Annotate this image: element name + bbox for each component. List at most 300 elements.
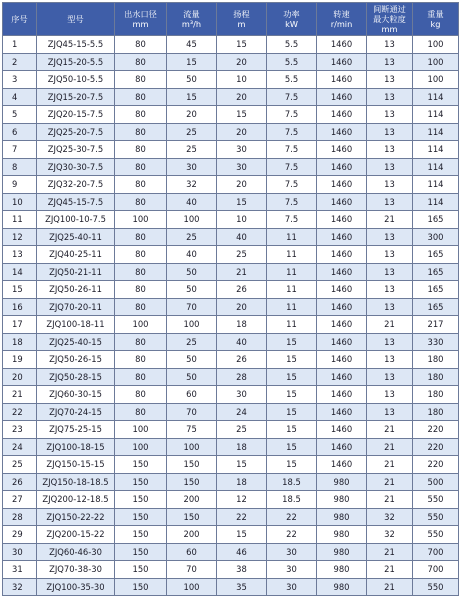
cell-power: 7.5 [267, 106, 317, 124]
cell-head: 40 [217, 228, 267, 246]
cell-model: ZJQ200-12-18.5 [37, 491, 115, 509]
cell-index: 25 [3, 456, 37, 474]
cell-max-particle: 13 [367, 71, 413, 89]
cell-weight: 114 [413, 158, 459, 176]
cell-head: 28 [217, 368, 267, 386]
table-row [3, 298, 459, 316]
cell-speed: 1460 [317, 176, 367, 194]
cell-flow: 20 [167, 106, 217, 124]
cell-model: ZJQ50-26-15 [37, 351, 115, 369]
cell-head: 25 [217, 421, 267, 439]
cell-index: 19 [3, 351, 37, 369]
cell-max-particle: 13 [367, 368, 413, 386]
cell-speed: 1460 [317, 351, 367, 369]
cell-outlet-diameter: 100 [115, 421, 167, 439]
cell-max-particle: 13 [367, 106, 413, 124]
header-line: mm [132, 19, 149, 29]
cell-flow: 50 [167, 263, 217, 281]
cell-weight: 180 [413, 368, 459, 386]
cell-outlet-diameter: 80 [115, 333, 167, 351]
cell-max-particle: 13 [367, 88, 413, 106]
cell-model: ZJQ25-30-7.5 [37, 141, 115, 159]
header-head [217, 3, 267, 36]
cell-speed: 1460 [317, 298, 367, 316]
cell-weight: 500 [413, 473, 459, 491]
table-row [3, 368, 459, 386]
cell-index: 28 [3, 508, 37, 526]
cell-outlet-diameter: 80 [115, 193, 167, 211]
table-header-row [3, 3, 459, 36]
cell-weight: 165 [413, 246, 459, 264]
cell-model: ZJQ32-20-7.5 [37, 176, 115, 194]
cell-power: 18.5 [267, 473, 317, 491]
header-line: 重量 [427, 9, 444, 19]
cell-outlet-diameter: 80 [115, 36, 167, 54]
table-row [3, 543, 459, 561]
cell-weight: 114 [413, 141, 459, 159]
cell-power: 15 [267, 403, 317, 421]
cell-index: 5 [3, 106, 37, 124]
cell-power: 15 [267, 438, 317, 456]
cell-outlet-diameter: 80 [115, 228, 167, 246]
cell-flow: 25 [167, 141, 217, 159]
cell-index: 20 [3, 368, 37, 386]
table-row [3, 491, 459, 509]
cell-head: 10 [217, 211, 267, 229]
header-line: 最大粒度 [373, 14, 406, 24]
cell-power: 5.5 [267, 71, 317, 89]
cell-speed: 1460 [317, 158, 367, 176]
cell-flow: 100 [167, 316, 217, 334]
cell-speed: 980 [317, 561, 367, 579]
cell-weight: 550 [413, 526, 459, 544]
cell-speed: 980 [317, 491, 367, 509]
cell-max-particle: 13 [367, 141, 413, 159]
cell-index: 11 [3, 211, 37, 229]
table-row [3, 193, 459, 211]
cell-power: 11 [267, 298, 317, 316]
header-line: m³/h [181, 19, 202, 29]
table-row [3, 386, 459, 404]
table-row [3, 106, 459, 124]
cell-power: 7.5 [267, 193, 317, 211]
cell-flow: 70 [167, 403, 217, 421]
cell-max-particle: 32 [367, 508, 413, 526]
cell-index: 26 [3, 473, 37, 491]
cell-power: 15 [267, 351, 317, 369]
header-line: kW [285, 19, 298, 29]
cell-outlet-diameter: 80 [115, 368, 167, 386]
cell-speed: 1460 [317, 368, 367, 386]
cell-flow: 40 [167, 193, 217, 211]
cell-max-particle: 21 [367, 456, 413, 474]
cell-weight: 114 [413, 123, 459, 141]
header-index [3, 3, 37, 36]
cell-power: 30 [267, 561, 317, 579]
cell-outlet-diameter: 150 [115, 491, 167, 509]
cell-weight: 114 [413, 176, 459, 194]
header-line: 流量 [183, 9, 200, 19]
cell-flow: 150 [167, 473, 217, 491]
cell-outlet-diameter: 80 [115, 123, 167, 141]
cell-head: 30 [217, 386, 267, 404]
cell-head: 20 [217, 53, 267, 71]
cell-flow: 32 [167, 176, 217, 194]
table-row [3, 53, 459, 71]
cell-head: 12 [217, 491, 267, 509]
cell-power: 11 [267, 228, 317, 246]
cell-speed: 980 [317, 508, 367, 526]
header-line: 间断通过 [373, 4, 406, 14]
cell-weight: 217 [413, 316, 459, 334]
cell-flow: 200 [167, 526, 217, 544]
cell-power: 15 [267, 421, 317, 439]
cell-outlet-diameter: 80 [115, 351, 167, 369]
cell-power: 22 [267, 526, 317, 544]
cell-model: ZJQ150-18-18.5 [37, 473, 115, 491]
cell-max-particle: 21 [367, 211, 413, 229]
cell-max-particle: 13 [367, 246, 413, 264]
table-row [3, 141, 459, 159]
cell-power: 7.5 [267, 158, 317, 176]
cell-weight: 550 [413, 491, 459, 509]
cell-index: 4 [3, 88, 37, 106]
cell-max-particle: 13 [367, 228, 413, 246]
cell-max-particle: 21 [367, 561, 413, 579]
header-weight [413, 3, 459, 36]
cell-weight: 100 [413, 53, 459, 71]
cell-max-particle: 32 [367, 526, 413, 544]
cell-speed: 1460 [317, 316, 367, 334]
cell-speed: 1460 [317, 246, 367, 264]
table-row [3, 71, 459, 89]
cell-head: 26 [217, 351, 267, 369]
cell-outlet-diameter: 150 [115, 578, 167, 596]
cell-model: ZJQ100-10-7.5 [37, 211, 115, 229]
cell-max-particle: 13 [367, 333, 413, 351]
cell-index: 23 [3, 421, 37, 439]
cell-flow: 50 [167, 351, 217, 369]
cell-speed: 1460 [317, 141, 367, 159]
cell-flow: 50 [167, 71, 217, 89]
cell-power: 5.5 [267, 36, 317, 54]
cell-max-particle: 21 [367, 421, 413, 439]
cell-model: ZJQ30-30-7.5 [37, 158, 115, 176]
table-row [3, 456, 459, 474]
cell-outlet-diameter: 80 [115, 53, 167, 71]
cell-head: 26 [217, 281, 267, 299]
cell-flow: 15 [167, 88, 217, 106]
header-model [37, 3, 115, 36]
cell-weight: 220 [413, 438, 459, 456]
cell-weight: 114 [413, 193, 459, 211]
cell-model: ZJQ15-20-7.5 [37, 88, 115, 106]
cell-weight: 180 [413, 403, 459, 421]
cell-outlet-diameter: 80 [115, 176, 167, 194]
cell-head: 18 [217, 438, 267, 456]
header-power [267, 3, 317, 36]
cell-weight: 550 [413, 578, 459, 596]
cell-max-particle: 21 [367, 578, 413, 596]
cell-index: 18 [3, 333, 37, 351]
cell-speed: 1460 [317, 438, 367, 456]
cell-speed: 1460 [317, 193, 367, 211]
cell-speed: 980 [317, 473, 367, 491]
header-line: 转速 [333, 9, 350, 19]
cell-weight: 330 [413, 333, 459, 351]
cell-model: ZJQ25-40-11 [37, 228, 115, 246]
cell-model: ZJQ100-18-15 [37, 438, 115, 456]
cell-index: 24 [3, 438, 37, 456]
cell-power: 11 [267, 281, 317, 299]
header-line: m [237, 19, 246, 29]
table-row [3, 281, 459, 299]
cell-model: ZJQ60-46-30 [37, 543, 115, 561]
table-row [3, 508, 459, 526]
cell-power: 5.5 [267, 53, 317, 71]
header-line: 型号 [67, 14, 84, 24]
cell-power: 7.5 [267, 123, 317, 141]
table-row [3, 88, 459, 106]
cell-model: ZJQ50-28-15 [37, 368, 115, 386]
cell-flow: 200 [167, 491, 217, 509]
cell-model: ZJQ60-30-15 [37, 386, 115, 404]
cell-speed: 1460 [317, 281, 367, 299]
cell-speed: 1460 [317, 53, 367, 71]
cell-flow: 50 [167, 281, 217, 299]
cell-max-particle: 13 [367, 176, 413, 194]
cell-speed: 1460 [317, 106, 367, 124]
cell-model: ZJQ45-15-5.5 [37, 36, 115, 54]
cell-index: 30 [3, 543, 37, 561]
cell-max-particle: 13 [367, 281, 413, 299]
cell-head: 20 [217, 176, 267, 194]
header-line: mm [381, 24, 398, 34]
cell-outlet-diameter: 80 [115, 106, 167, 124]
cell-flow: 15 [167, 53, 217, 71]
cell-max-particle: 13 [367, 193, 413, 211]
cell-flow: 25 [167, 123, 217, 141]
cell-outlet-diameter: 80 [115, 88, 167, 106]
cell-index: 15 [3, 281, 37, 299]
table-row [3, 421, 459, 439]
cell-power: 7.5 [267, 176, 317, 194]
cell-model: ZJQ50-21-11 [37, 263, 115, 281]
cell-max-particle: 21 [367, 316, 413, 334]
cell-flow: 25 [167, 228, 217, 246]
cell-max-particle: 13 [367, 53, 413, 71]
cell-power: 7.5 [267, 141, 317, 159]
cell-weight: 165 [413, 211, 459, 229]
cell-speed: 1460 [317, 403, 367, 421]
cell-speed: 1460 [317, 456, 367, 474]
cell-index: 3 [3, 71, 37, 89]
cell-flow: 40 [167, 246, 217, 264]
cell-model: ZJQ45-15-7.5 [37, 193, 115, 211]
cell-index: 9 [3, 176, 37, 194]
cell-index: 27 [3, 491, 37, 509]
cell-power: 11 [267, 316, 317, 334]
cell-flow: 60 [167, 543, 217, 561]
cell-outlet-diameter: 150 [115, 508, 167, 526]
cell-flow: 75 [167, 421, 217, 439]
cell-model: ZJQ100-18-11 [37, 316, 115, 334]
cell-flow: 25 [167, 333, 217, 351]
cell-model: ZJQ150-15-15 [37, 456, 115, 474]
cell-weight: 300 [413, 228, 459, 246]
cell-weight: 550 [413, 508, 459, 526]
cell-power: 15 [267, 368, 317, 386]
cell-head: 30 [217, 158, 267, 176]
cell-head: 18 [217, 473, 267, 491]
header-outlet-diameter [115, 3, 167, 36]
cell-index: 6 [3, 123, 37, 141]
cell-max-particle: 13 [367, 123, 413, 141]
cell-model: ZJQ50-26-11 [37, 281, 115, 299]
cell-model: ZJQ200-15-22 [37, 526, 115, 544]
cell-power: 7.5 [267, 211, 317, 229]
cell-power: 18.5 [267, 491, 317, 509]
cell-max-particle: 13 [367, 263, 413, 281]
cell-outlet-diameter: 80 [115, 263, 167, 281]
header-max-particle [367, 3, 413, 36]
cell-index: 8 [3, 158, 37, 176]
cell-index: 32 [3, 578, 37, 596]
header-line: 序号 [11, 14, 28, 24]
cell-model: ZJQ25-40-15 [37, 333, 115, 351]
cell-flow: 70 [167, 298, 217, 316]
cell-flow: 150 [167, 456, 217, 474]
cell-outlet-diameter: 80 [115, 246, 167, 264]
cell-speed: 980 [317, 578, 367, 596]
cell-weight: 165 [413, 298, 459, 316]
cell-max-particle: 21 [367, 491, 413, 509]
cell-model: ZJQ70-24-15 [37, 403, 115, 421]
cell-power: 11 [267, 246, 317, 264]
cell-index: 1 [3, 36, 37, 54]
cell-head: 20 [217, 88, 267, 106]
table-row [3, 316, 459, 334]
cell-outlet-diameter: 150 [115, 526, 167, 544]
cell-speed: 1460 [317, 386, 367, 404]
cell-flow: 150 [167, 508, 217, 526]
cell-index: 17 [3, 316, 37, 334]
cell-head: 35 [217, 578, 267, 596]
pump-spec-table [2, 2, 459, 596]
cell-power: 30 [267, 543, 317, 561]
cell-index: 7 [3, 141, 37, 159]
cell-max-particle: 13 [367, 351, 413, 369]
cell-model: ZJQ70-38-30 [37, 561, 115, 579]
cell-max-particle: 13 [367, 298, 413, 316]
cell-speed: 1460 [317, 123, 367, 141]
cell-head: 15 [217, 36, 267, 54]
cell-power: 22 [267, 508, 317, 526]
cell-power: 15 [267, 386, 317, 404]
cell-max-particle: 13 [367, 36, 413, 54]
cell-head: 30 [217, 141, 267, 159]
cell-speed: 1460 [317, 333, 367, 351]
cell-index: 22 [3, 403, 37, 421]
cell-speed: 1460 [317, 263, 367, 281]
header-line: r/min [330, 19, 353, 29]
cell-max-particle: 21 [367, 473, 413, 491]
cell-model: ZJQ20-15-7.5 [37, 106, 115, 124]
cell-model: ZJQ100-35-30 [37, 578, 115, 596]
cell-index: 10 [3, 193, 37, 211]
cell-head: 10 [217, 71, 267, 89]
cell-head: 18 [217, 316, 267, 334]
table-row [3, 176, 459, 194]
cell-speed: 1460 [317, 228, 367, 246]
table-row [3, 263, 459, 281]
cell-head: 40 [217, 333, 267, 351]
cell-flow: 50 [167, 368, 217, 386]
cell-weight: 165 [413, 281, 459, 299]
cell-speed: 1460 [317, 211, 367, 229]
cell-head: 20 [217, 298, 267, 316]
cell-flow: 100 [167, 438, 217, 456]
cell-head: 24 [217, 403, 267, 421]
cell-outlet-diameter: 80 [115, 141, 167, 159]
table-row [3, 351, 459, 369]
cell-max-particle: 13 [367, 386, 413, 404]
cell-model: ZJQ150-22-22 [37, 508, 115, 526]
header-line: 出水口径 [124, 9, 157, 19]
cell-index: 29 [3, 526, 37, 544]
table-row [3, 36, 459, 54]
cell-index: 2 [3, 53, 37, 71]
cell-outlet-diameter: 150 [115, 561, 167, 579]
header-line: 功率 [283, 9, 300, 19]
cell-speed: 1460 [317, 71, 367, 89]
cell-index: 16 [3, 298, 37, 316]
cell-weight: 700 [413, 561, 459, 579]
table-row [3, 333, 459, 351]
cell-max-particle: 21 [367, 438, 413, 456]
cell-speed: 1460 [317, 36, 367, 54]
cell-head: 38 [217, 561, 267, 579]
cell-weight: 100 [413, 36, 459, 54]
cell-index: 31 [3, 561, 37, 579]
cell-power: 11 [267, 263, 317, 281]
cell-speed: 980 [317, 543, 367, 561]
table-body [3, 36, 459, 596]
cell-outlet-diameter: 150 [115, 473, 167, 491]
cell-weight: 165 [413, 263, 459, 281]
cell-power: 15 [267, 456, 317, 474]
table-row [3, 158, 459, 176]
cell-max-particle: 21 [367, 543, 413, 561]
cell-weight: 114 [413, 88, 459, 106]
cell-index: 14 [3, 263, 37, 281]
table-row [3, 473, 459, 491]
header-flow [167, 3, 217, 36]
header-line: kg [430, 19, 441, 29]
cell-outlet-diameter: 80 [115, 403, 167, 421]
cell-weight: 180 [413, 351, 459, 369]
cell-head: 46 [217, 543, 267, 561]
table-row [3, 438, 459, 456]
cell-outlet-diameter: 150 [115, 543, 167, 561]
table-row [3, 246, 459, 264]
cell-index: 21 [3, 386, 37, 404]
cell-power: 30 [267, 578, 317, 596]
cell-head: 25 [217, 246, 267, 264]
cell-head: 21 [217, 263, 267, 281]
cell-model: ZJQ15-20-5.5 [37, 53, 115, 71]
table-row [3, 228, 459, 246]
